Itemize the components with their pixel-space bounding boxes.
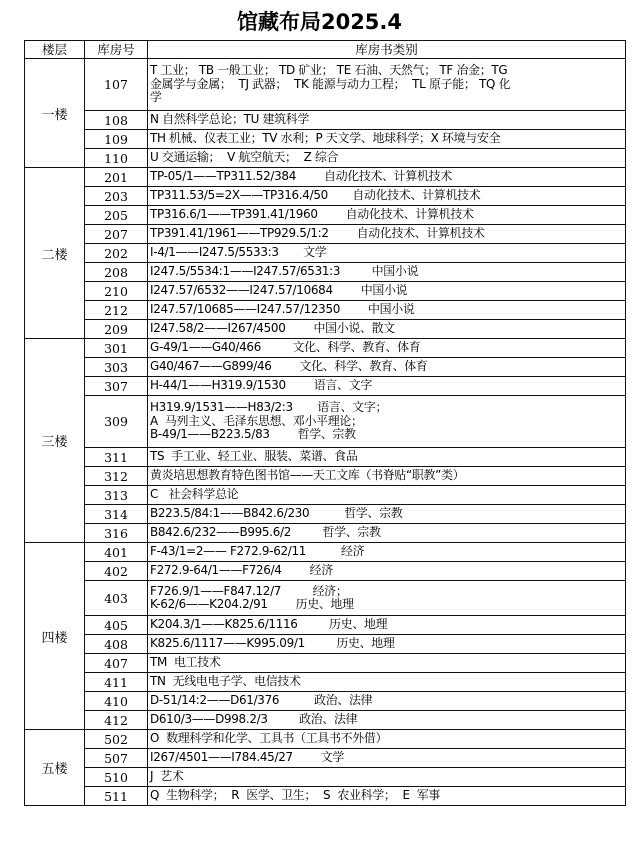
table-row xyxy=(25,396,626,448)
category-line: F272.9-64/1——F726/4 经济 xyxy=(150,563,333,578)
category-line: 学 xyxy=(150,90,162,105)
book-category xyxy=(148,616,626,635)
room-number: 412 xyxy=(85,711,148,730)
book-category xyxy=(148,768,626,787)
floor-label: 一楼 xyxy=(25,59,85,168)
table-row xyxy=(25,505,626,524)
room-number: 410 xyxy=(85,692,148,711)
table-row xyxy=(25,524,626,543)
book-category xyxy=(148,635,626,654)
room-number: 109 xyxy=(85,130,148,149)
category-line: D610/3——D998.2/3 政治、法律 xyxy=(150,712,358,727)
category-line: H-44/1——H319.9/1530 语言、文字 xyxy=(150,378,372,393)
table-row xyxy=(25,654,626,673)
category-line: B842.6/232——B995.6/2 哲学、宗教 xyxy=(150,525,381,540)
book-category xyxy=(148,320,626,339)
collection-layout-table xyxy=(24,40,626,806)
book-category xyxy=(148,358,626,377)
table-row xyxy=(25,149,626,168)
table-row xyxy=(25,320,626,339)
table-row xyxy=(25,187,626,206)
table-row xyxy=(25,486,626,505)
category-line: TP-05/1——TP311.52/384 自动化技术、计算机技术 xyxy=(150,169,452,184)
table-row xyxy=(25,448,626,467)
room-number: 407 xyxy=(85,654,148,673)
floor-label: 五楼 xyxy=(25,730,85,806)
table-row xyxy=(25,673,626,692)
category-line: 金属学与金属； TJ 武器； TK 能源与动力工程； TL 原子能； TQ 化 xyxy=(150,76,511,91)
room-number: 408 xyxy=(85,635,148,654)
room-number: 403 xyxy=(85,581,148,616)
table-row xyxy=(25,787,626,806)
book-category xyxy=(148,524,626,543)
category-line: TN 无线电电子学、电信技术 xyxy=(150,674,301,689)
category-line: K204.3/1——K825.6/1116 历史、地理 xyxy=(150,617,388,632)
table-row xyxy=(25,581,626,616)
room-number: 203 xyxy=(85,187,148,206)
book-category xyxy=(148,168,626,187)
book-category xyxy=(148,562,626,581)
table-row xyxy=(25,301,626,320)
category-line: H319.9/1531——H83/2:3 语言、文字； xyxy=(150,400,388,415)
table-row xyxy=(25,616,626,635)
book-category xyxy=(148,263,626,282)
table-row xyxy=(25,339,626,358)
room-number: 316 xyxy=(85,524,148,543)
book-category xyxy=(148,339,626,358)
table-row xyxy=(25,562,626,581)
book-category xyxy=(148,581,626,616)
header-row xyxy=(25,41,626,59)
book-category xyxy=(148,467,626,486)
room-number: 303 xyxy=(85,358,148,377)
room-number: 313 xyxy=(85,486,148,505)
category-line: K-62/6——K204.2/91 历史、地理 xyxy=(150,597,354,611)
category-line: D-51/14:2——D61/376 政治、法律 xyxy=(150,693,373,708)
table-row xyxy=(25,711,626,730)
category-line: TP316.6/1——TP391.41/1960 自动化技术、计算机技术 xyxy=(150,207,474,222)
room-number: 207 xyxy=(85,225,148,244)
category-line: I247.58/2——I267/4500 中国小说、散文 xyxy=(150,321,395,336)
category-line: N 自然科学总论；TU 建筑科学 xyxy=(150,112,310,127)
book-category xyxy=(148,673,626,692)
category-line: F-43/1=2—— F272.9-62/11 经济 xyxy=(150,544,365,559)
header-floor: 楼层 xyxy=(25,41,85,59)
room-number: 205 xyxy=(85,206,148,225)
room-number: 209 xyxy=(85,320,148,339)
book-category xyxy=(148,149,626,168)
book-category xyxy=(148,206,626,225)
book-category xyxy=(148,59,626,111)
book-category xyxy=(148,282,626,301)
page-title: 馆藏布局2025.4 xyxy=(236,10,403,34)
room-number: 312 xyxy=(85,467,148,486)
room-number: 405 xyxy=(85,616,148,635)
room-number: 301 xyxy=(85,339,148,358)
room-number: 311 xyxy=(85,448,148,467)
room-number: 502 xyxy=(85,730,148,749)
floor-label: 二楼 xyxy=(25,168,85,339)
category-line: TH 机械、仪表工业；TV 水利；P 天文学、地球科学；X 环境与安全 xyxy=(150,131,501,146)
book-category xyxy=(148,130,626,149)
category-line: U 交通运输； V 航空航天； Z 综合 xyxy=(150,150,339,165)
floor-label: 四楼 xyxy=(25,543,85,730)
room-number: 510 xyxy=(85,768,148,787)
book-category xyxy=(148,225,626,244)
category-line: K825.6/1117——K995.09/1 历史、地理 xyxy=(150,636,395,651)
book-category xyxy=(148,111,626,130)
table-row xyxy=(25,168,626,187)
book-category xyxy=(148,505,626,524)
book-category xyxy=(148,486,626,505)
room-number: 402 xyxy=(85,562,148,581)
category-line: F726.9/1——F847.12/7 经济； xyxy=(150,583,348,598)
room-number: 411 xyxy=(85,673,148,692)
table-row xyxy=(25,467,626,486)
book-category xyxy=(148,187,626,206)
book-category xyxy=(148,448,626,467)
category-line: O 数理科学和化学、工具书（工具书不外借） xyxy=(150,731,388,746)
table-row xyxy=(25,282,626,301)
category-line: C 社会科学总论 xyxy=(150,487,239,502)
room-number: 314 xyxy=(85,505,148,524)
category-line: I267/4501——I784.45/27 文学 xyxy=(150,750,345,765)
book-category xyxy=(148,730,626,749)
book-category xyxy=(148,377,626,396)
category-line: I247.57/6532——I247.57/10684 中国小说 xyxy=(150,283,408,298)
category-line: I247.5/5534:1——I247.57/6531:3 中国小说 xyxy=(150,264,419,279)
category-line: TP311.53/5=2X——TP316.4/50 自动化技术、计算机技术 xyxy=(150,188,481,203)
room-number: 208 xyxy=(85,263,148,282)
category-line: G40/467——G899/46 文化、科学、教育、体育 xyxy=(150,359,428,374)
category-line: TP391.41/1961——TP929.5/1:2 自动化技术、计算机技术 xyxy=(150,226,485,241)
room-number: 307 xyxy=(85,377,148,396)
category-line: TS 手工业、轻工业、服装、菜谱、食品 xyxy=(150,449,358,464)
table-row xyxy=(25,358,626,377)
room-number: 201 xyxy=(85,168,148,187)
table-row xyxy=(25,635,626,654)
book-category xyxy=(148,692,626,711)
category-line: B223.5/84:1——B842.6/230 哲学、宗教 xyxy=(150,506,403,521)
table-row xyxy=(25,225,626,244)
table-row xyxy=(25,377,626,396)
room-number: 511 xyxy=(85,787,148,806)
category-line: B-49/1——B223.5/83 哲学、宗教 xyxy=(150,427,356,442)
table-row xyxy=(25,692,626,711)
category-line: J 艺术 xyxy=(150,769,184,784)
book-category xyxy=(148,787,626,806)
book-category xyxy=(148,301,626,320)
table-row xyxy=(25,749,626,768)
room-number: 110 xyxy=(85,149,148,168)
room-number: 108 xyxy=(85,111,148,130)
room-number: 107 xyxy=(85,59,148,111)
category-line: TM 电工技术 xyxy=(150,655,221,670)
table-row xyxy=(25,130,626,149)
table-row xyxy=(25,543,626,562)
table-row xyxy=(25,768,626,787)
header-room: 库房号 xyxy=(85,41,148,59)
book-category xyxy=(148,654,626,673)
header-category: 库房书类别 xyxy=(148,41,626,59)
room-number: 309 xyxy=(85,396,148,448)
category-line: Q 生物科学； R 医学、卫生； S 农业科学； E 军事 xyxy=(150,788,441,803)
book-category xyxy=(148,711,626,730)
category-line: T 工业； TB 一般工业； TD 矿业； TE 石油、天然气； TF 冶金；TG xyxy=(150,63,508,78)
category-line: 黄炎培思想教育特色图书馆——天工文库（书脊贴“职教”类） xyxy=(150,468,465,483)
room-number: 401 xyxy=(85,543,148,562)
book-category xyxy=(148,396,626,448)
table-row xyxy=(25,263,626,282)
book-category xyxy=(148,543,626,562)
room-number: 507 xyxy=(85,749,148,768)
category-line: A 马列主义、毛泽东思想、邓小平理论； xyxy=(150,413,363,428)
table-row xyxy=(25,730,626,749)
table-row xyxy=(25,244,626,263)
category-line: G-49/1——G40/466 文化、科学、教育、体育 xyxy=(150,340,421,355)
table-row xyxy=(25,59,626,111)
book-category xyxy=(148,244,626,263)
category-line: I247.57/10685——I247.57/12350 中国小说 xyxy=(150,302,415,317)
table-row xyxy=(25,111,626,130)
room-number: 202 xyxy=(85,244,148,263)
room-number: 212 xyxy=(85,301,148,320)
book-category xyxy=(148,749,626,768)
room-number: 210 xyxy=(85,282,148,301)
floor-label: 三楼 xyxy=(25,339,85,543)
table-row xyxy=(25,206,626,225)
category-line: I-4/1——I247.5/5533:3 文学 xyxy=(150,245,327,260)
